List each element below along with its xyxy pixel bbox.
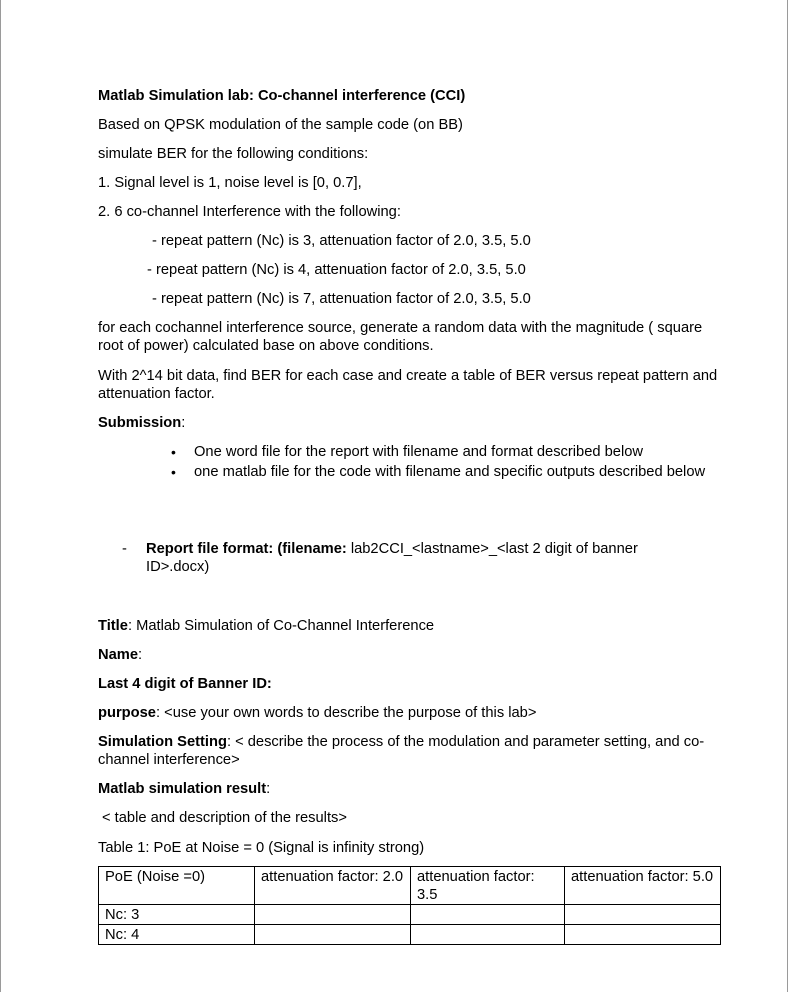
list-item bbox=[171, 443, 711, 461]
table-row bbox=[99, 905, 721, 925]
paragraph-ber: With 2^14 bit data, find BER for each case and create a table of BER versus repeat pattern and attenuation factor. bbox=[98, 368, 718, 402]
poe-table bbox=[98, 866, 721, 945]
paragraph-each-source: for each cochannel interference source, generate a random data with the magnitude ( square root of power) calculated base on above conditions. bbox=[98, 320, 703, 354]
table-row bbox=[99, 925, 721, 945]
result-heading bbox=[98, 780, 270, 798]
title-line bbox=[98, 617, 434, 635]
result-description: < table and description of the results> bbox=[102, 810, 347, 826]
bullet-text-matlab-file: one matlab file for the code with filename and specific outputs described below bbox=[194, 464, 706, 480]
table-header-row bbox=[99, 867, 721, 905]
name-label: Name bbox=[98, 647, 139, 663]
submission-list bbox=[171, 443, 711, 483]
banner-id-label: Last 4 digit of Banner ID: bbox=[98, 676, 272, 692]
bullet-icon: • bbox=[171, 444, 176, 460]
report-format-value: lab2CCI_<lastname>_<last 2 digit of banner ID>.docx) bbox=[146, 541, 638, 575]
table-cell[interactable] bbox=[255, 925, 411, 945]
list-item bbox=[171, 463, 711, 481]
report-format-label: Report file format: (filename: bbox=[146, 541, 347, 557]
doc-heading: Matlab Simulation lab: Co-channel interference (CCI) bbox=[98, 88, 466, 104]
purpose-value: : <use your own words to describe the purpose of this lab> bbox=[155, 705, 537, 721]
line-based-on: Based on QPSK modulation of the sample code (on BB) bbox=[98, 117, 463, 133]
submission-colon: : bbox=[181, 415, 186, 431]
table-cell[interactable] bbox=[411, 925, 565, 945]
table-cell: Nc: 4 bbox=[99, 925, 255, 945]
header-cell: PoE (Noise =0) bbox=[99, 867, 255, 905]
simulation-setting-value: : < describe the process of the modulation and parameter setting, and co-channel interference> bbox=[98, 734, 705, 768]
condition-1: 1. Signal level is 1, noise level is [0, 0.7], bbox=[98, 175, 362, 191]
report-format bbox=[122, 540, 702, 576]
table-caption: Table 1: PoE at Noise = 0 (Signal is infinity strong) bbox=[98, 840, 425, 856]
line-simulate: simulate BER for the following conditions: bbox=[98, 146, 369, 162]
bullet-icon: • bbox=[171, 464, 176, 480]
sub-condition-nc3: - repeat pattern (Nc) is 3, attenuation factor of 2.0, 3.5, 5.0 bbox=[152, 233, 531, 249]
submission-heading bbox=[98, 414, 185, 432]
table-cell[interactable] bbox=[411, 905, 565, 925]
table-cell: Nc: 3 bbox=[99, 905, 255, 925]
report-format-text bbox=[146, 540, 702, 576]
simulation-setting-label: Simulation Setting bbox=[98, 734, 227, 750]
name-colon: : bbox=[138, 647, 143, 663]
result-colon: : bbox=[266, 781, 271, 797]
result-label: Matlab simulation result bbox=[98, 781, 267, 797]
header-cell: attenuation factor: 5.0 bbox=[565, 867, 721, 905]
bullet-text-word-file: One word file for the report with filename and format described below bbox=[194, 444, 644, 460]
table-cell[interactable] bbox=[565, 905, 721, 925]
header-cell: attenuation factor: 3.5 bbox=[411, 867, 565, 905]
table-cell[interactable] bbox=[255, 905, 411, 925]
submission-label: Submission bbox=[98, 415, 182, 431]
title-value: : Matlab Simulation of Co-Channel Interference bbox=[127, 618, 435, 634]
sub-condition-nc7: - repeat pattern (Nc) is 7, attenuation factor of 2.0, 3.5, 5.0 bbox=[152, 291, 531, 307]
purpose-label: purpose bbox=[98, 705, 156, 721]
table-cell[interactable] bbox=[565, 925, 721, 945]
dash-marker: - bbox=[122, 541, 127, 557]
header-cell: attenuation factor: 2.0 bbox=[255, 867, 411, 905]
purpose-line bbox=[98, 704, 536, 722]
condition-2: 2. 6 co-channel Interference with the following: bbox=[98, 204, 401, 220]
sub-condition-nc4: - repeat pattern (Nc) is 4, attenuation factor of 2.0, 3.5, 5.0 bbox=[147, 262, 526, 278]
simulation-setting bbox=[98, 733, 718, 769]
title-label: Title bbox=[98, 618, 128, 634]
name-line bbox=[98, 646, 142, 664]
